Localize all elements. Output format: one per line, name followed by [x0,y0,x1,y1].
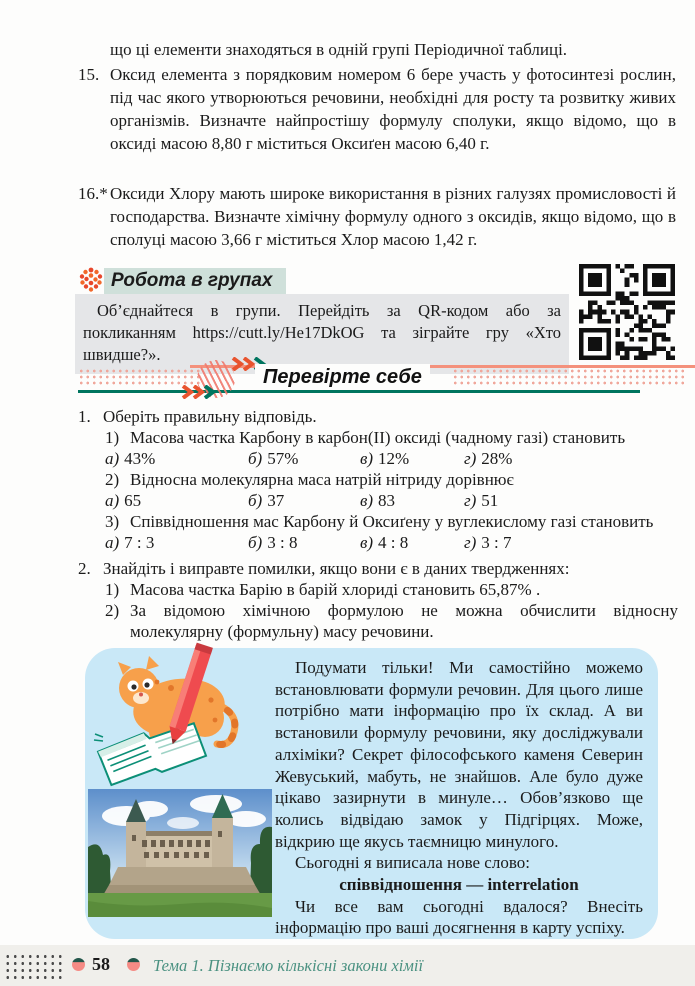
problem-number: 16.* [78,184,108,203]
diary-paragraph: Подумати тільки! Ми самостійно можемо встановлювати формули речовин. Для цього лише потрібно мати інформацію про їх склад. А ви встановили формулу речовини, яку досліджували алхіміки? Секрет філософського каменя Северин Жевуський, мабуть, не знайшов. Але було дуже цікаво зазирнути в минуле… Обов’язково ще колись відвідаю замок у Підгірцях. Може, відкрию ще якусь таємницю минулого. [275,658,643,851]
option-v: в) 83 [360,491,396,510]
option-g: г) 3 : 7 [464,533,512,552]
dots-grid-decoration [4,953,62,979]
group-work-title: Робота в групах [104,268,286,294]
option-g: г) 28% [464,449,513,468]
diary-text [275,657,643,939]
qr-code [579,264,675,360]
problem-number: 15. [78,65,100,84]
option-b: б) 37 [248,491,285,510]
option-a: а) 43% [105,449,156,468]
problem-text: Оксиди Хлору мають широке використання в різних галузях промисловості й господарства. Визначте хімічну формулу одного з оксидів, якщо відомо, що в сполуці масою 3,66 г міститься Хлор масою 1,42 г. [110,184,676,249]
dots-cluster-icon [78,266,104,293]
problem-16 [78,182,676,251]
answer-options [105,490,678,511]
option-b: б) 3 : 8 [248,533,298,552]
question-text: Знайдіть і виправте помилки, якщо вони є в даних твердженнях: [103,559,570,578]
pidhirtsi-castle-photo [88,789,272,917]
problem-text: Оксид елемента з порядковим номером 6 бере участь у фотосинтезі рослин, під час якого утворюються речовини, необхідні для росту та розвитку живих організмів. Визначте найпростішу формулу сполуки, якщо відомо, що в оксиді масою 8,80 г міститься Оксиґен масою 6,40 г. [110,65,676,153]
option-a: а) 7 : 3 [105,533,155,552]
subquestion: 2) Відносна молекулярна маса натрій нітриду дорівнює [105,470,514,489]
group-work-section [0,266,695,362]
subquestion: 1) Масова частка Карбону в карбон(ІІ) оксиді (чадному газі) становить [105,428,626,447]
check-yourself-banner [0,357,695,401]
page-number: 58 [92,954,110,974]
problem-15 [78,63,676,155]
paragraph-continuation: що ці елементи знаходяться в одній групі Періодичної таблиці. [110,40,568,59]
page-footer [0,945,695,986]
question-2 [78,558,678,642]
group-work-text: Об’єднайтеся в групи. Перейдіть за QR-кодом або за покликанням https://cutt.ly/He17DkOG та зіграйте гру «Хто швидше?». [83,301,561,364]
section-title: Перевірте себе [255,364,430,390]
statement: 1) Масова частка Барію в барій хлориді становить 65,87% . [105,580,541,599]
question-1 [78,406,678,553]
option-a: а) 65 [105,491,142,510]
subquestion: 3) Співвідношення мас Карбону й Оксиґену у вуглекислому газі становить [105,512,654,531]
cat-writing-in-book-illustration [87,642,267,790]
dotted-band-decoration [452,368,688,387]
teal-rule [78,390,640,393]
question-text: Оберіть правильну відповідь. [103,407,317,426]
option-v: в) 12% [360,449,410,468]
quiz [78,400,678,642]
statement: 2) За відомою хімічною формулою не можна обчислити відносну молекулярну (формульну) масу речовини. [105,601,678,641]
diary-paragraph: Сьогодні я виписала нове слово: [295,853,530,873]
new-word: співвідношення — interrelation [339,875,579,895]
option-v: в) 4 : 8 [360,533,409,552]
footer-theme: Тема 1. Пізнаємо кількісні закони хімії [153,956,424,975]
diary-callout [85,648,658,939]
answer-options [105,532,678,553]
berry-bullet-icon [127,958,140,971]
diary-paragraph: Чи все вам сьогодні вдалося? Внесіть інформацію про ваші досягнення в карту успіху. [275,896,643,938]
question-number: 2. [78,559,91,578]
chevrons-icon [181,385,218,399]
option-g: г) 51 [464,491,499,510]
answer-options [105,448,678,469]
question-number: 1. [78,407,91,426]
option-b: б) 57% [248,449,299,468]
berry-bullet-icon [72,958,85,971]
